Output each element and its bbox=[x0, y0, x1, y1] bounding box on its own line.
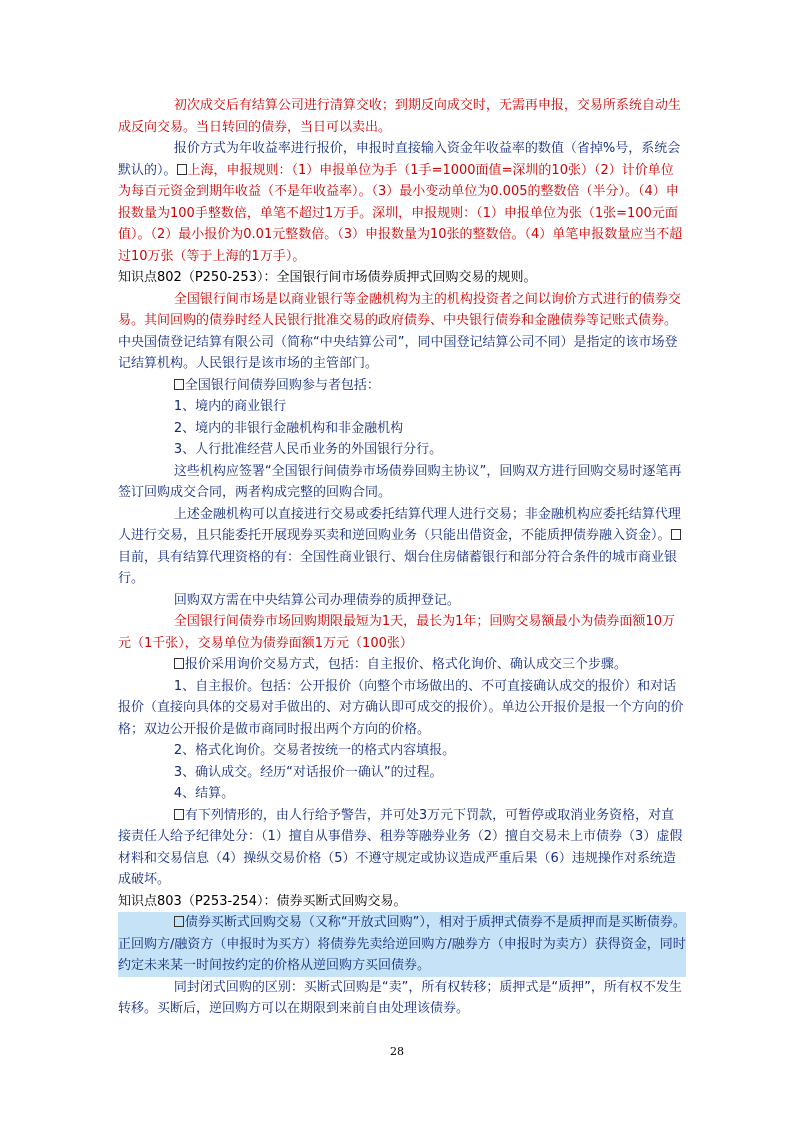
list-item: 2、格式化询价。交易者按统一的格式内容填报。 bbox=[173, 743, 456, 758]
page-number: 28 bbox=[390, 1045, 404, 1058]
list-item: 3、确认成交。经历“对话报价一确认”的过程。 bbox=[173, 764, 443, 780]
list-item: 3、人行批准经营人民币业务的外国银行分行。 bbox=[173, 442, 443, 457]
agent-qualification-text: 目前，具有结算代理资格的有：全国性商业银行、烟台住房储蓄银行和部分符合条件的城市商业银行。 bbox=[118, 549, 678, 586]
list-item: 2、境内的非银行金融机构和非金融机构 bbox=[173, 420, 404, 436]
two-way-quote-text: 单边公开报价是报一个方向的价格；双边公开报价是做市商同时报出两个方向的价格。 bbox=[118, 700, 684, 737]
paragraph-interbank-market bbox=[118, 289, 686, 375]
paragraph-quote-method bbox=[118, 138, 686, 267]
paragraph-repo-term: 全国银行间债券市场回购期限最短为1天，最长为1年；回购交易额最小为债券面额10万元（1千张），交易单位为债券面额1万元（100张） bbox=[118, 614, 675, 651]
settlement-agents-text: 上述金融机构可以直接进行交易或委托结算代理人进行交易；非金融机构应委托结算代理人进行交易，且只能委托开展现券买卖和逆回购业务（只能出借资金，不能质押债券融入资金）。 bbox=[118, 506, 681, 543]
clearing-house-text: 中央国债登记结算有限公司（简称“中央结算公司”，同中国登记结算公司不同）是指定的该市场登记结算机构。人民银行是该市场的主管部门。 bbox=[118, 334, 678, 371]
paragraph-penalties bbox=[118, 805, 686, 891]
list-item: 4、结算。 bbox=[173, 786, 235, 801]
interbank-market-text: 全国银行间市场是以商业银行等金融机构为主的机构投资者之间以询价方式进行的债券交易。其间回购的债券时经人民银行批准交易的政府债券、中央银行债券和金融债券等记账式债券。 bbox=[118, 291, 681, 328]
paragraph-settlement: 初次成交后有结算公司进行清算交收；到期反向成交时，无需再申报，交易所系统自动生成反向交易。当日转回的债券，当日可以卖出。 bbox=[118, 98, 681, 135]
outright-repo-text: 债券买断式回购交易（又称“开放式回购”），相对于质押式债券不是质押而是买断债券。正回购方/融资方（申报时为买方）将债券先卖给逆回购方/融券方（申报时为卖方）获得资金，同时约定未来某一时间按约定的价格从逆回购方买回债券。 bbox=[118, 915, 686, 973]
paragraph-inquiry-method bbox=[118, 654, 686, 676]
checkbox-icon bbox=[177, 164, 187, 175]
knowledge-point-803: 知识点803（P253-254）：债券买断式回购交易。 bbox=[118, 893, 407, 909]
paragraph-settlement-agents bbox=[118, 504, 686, 590]
paragraph-participants bbox=[118, 375, 686, 397]
paragraph-pledge-registration: 回购双方需在中央结算公司办理债券的质押登记。 bbox=[173, 592, 460, 608]
checkbox-icon bbox=[174, 916, 184, 927]
checkbox-icon bbox=[174, 379, 184, 390]
knowledge-point-802: 知识点802（P250-253）：全国银行间市场债券质押式回购交易的规则。 bbox=[118, 270, 537, 285]
paragraph-self-quote bbox=[118, 676, 686, 741]
checkbox-icon bbox=[174, 809, 184, 820]
checkbox-icon bbox=[174, 658, 184, 669]
paragraph-outright-repo bbox=[118, 912, 686, 977]
checkbox-icon bbox=[671, 529, 681, 540]
list-item: 1、境内的商业银行 bbox=[173, 399, 287, 414]
self-quote-text: 1、自主报价。包括：公开报价（向整个市场做出的、不可直接确认成交的报价）和对话报价（直接向具体的交易对手做出的、对方确认即可成交的报价）。 bbox=[118, 678, 677, 715]
participants-text: 全国银行间债券回购参与者包括： bbox=[184, 377, 380, 393]
document-body bbox=[118, 95, 686, 1020]
paragraph-difference: 同封闭式回购的区别：买断式回购是“卖”，所有权转移；质押式是“质押”，所有权不发生转移。买断后，逆回购方可以在期限到来前自由处理该债券。 bbox=[118, 979, 682, 1016]
quote-method-text: 报价方式为年收益率进行报价，申报时直接输入资金年收益率的数值（省掉%号，系统会默认的）。 bbox=[118, 141, 681, 178]
declaration-rules-text: 上海，申报规则：（1）申报单位为手（1手=1000面值=深圳的10张）（2）计价单位为每百元资金到期年收益（不是年收益率）。（3）最小变动单位为0.005的整数倍（半分）。（4）申报数量为100手整数倍，单笔不超过1万手。深圳，申报规则：（1）申报单位为张（1张=100元面值）。（2）最小报价为0.01元整数倍。（3）申报数量为10张的整数倍。（4）单笔申报数量应当不超过10万张（等于上海的1万手）。 bbox=[118, 162, 683, 264]
paragraph-master-agreement: 这些机构应签署“全国银行间债券市场债券回购主协议”，回购双方进行回购交易时逐笔再签订回购成交合同，两者构成完整的回购合同。 bbox=[118, 463, 682, 500]
inquiry-method-text: 报价采用询价交易方式，包括：自主报价、格式化询价、确认成交三个步骤。 bbox=[184, 657, 627, 672]
penalties-text: 有下列情形的，由人行给予警告，并可处3万元下罚款，可暂停或取消业务资格，对直接责任人给予纪律处分：（1）擅自从事借券、租券等融券业务（2）擅自交易未上市债券（3）虚假材料和交易信息（4）操纵交易价格（5）不遵守规定或协议造成严重后果（6）违规操作对系统造成破坏。 bbox=[118, 807, 683, 887]
